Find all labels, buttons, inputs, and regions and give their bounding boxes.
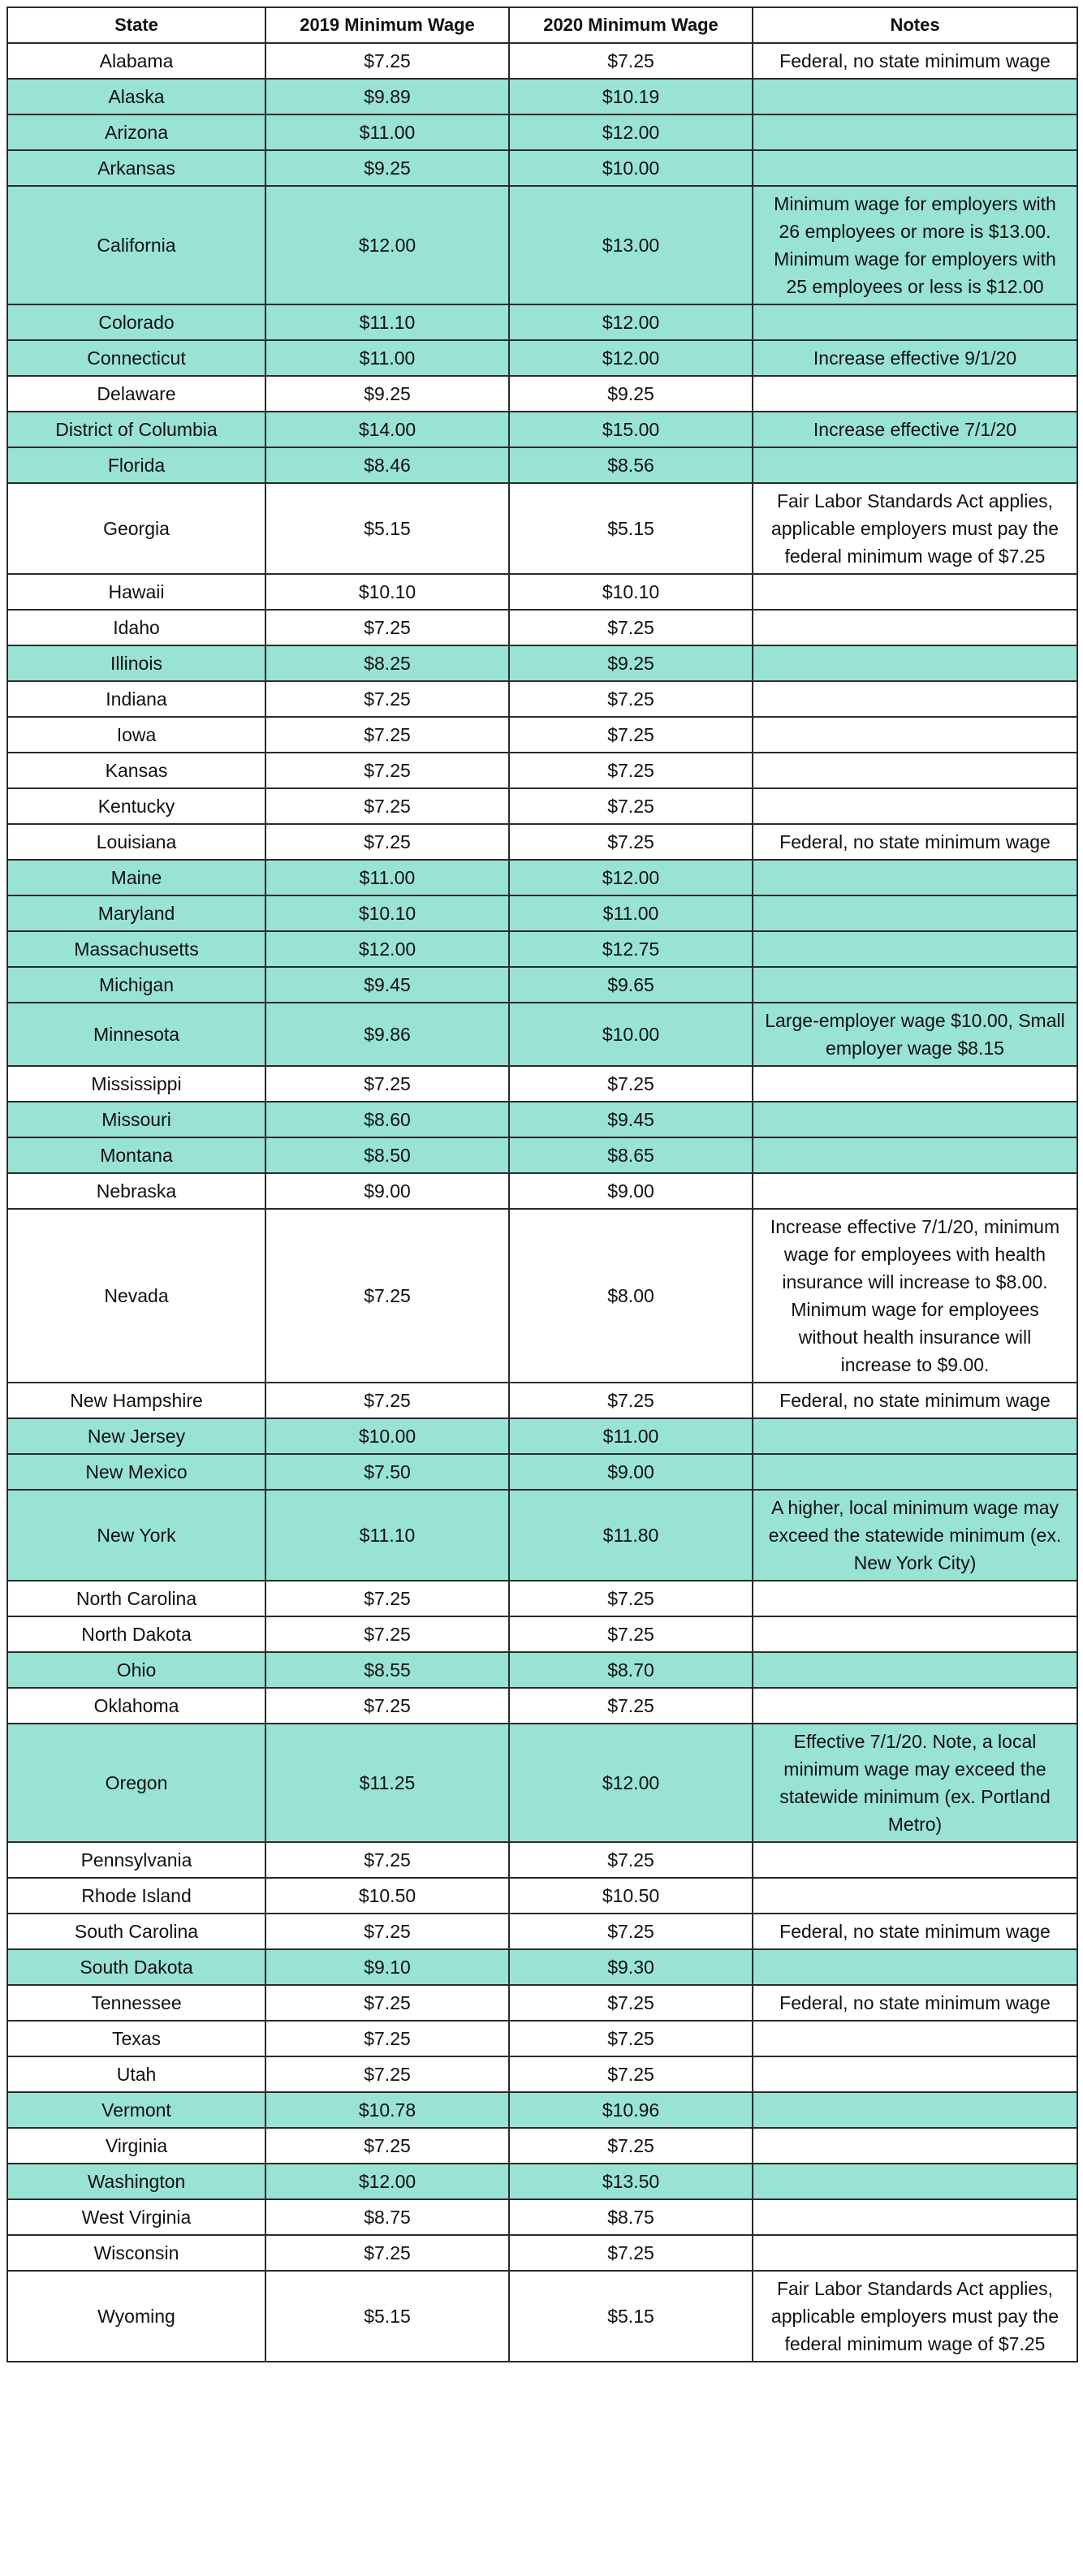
note-cell <box>753 150 1077 186</box>
state-cell: Indiana <box>7 681 265 717</box>
wage-2019-cell: $8.75 <box>265 2199 509 2235</box>
table-row <box>7 753 1077 788</box>
minimum-wage-table <box>6 6 1078 2362</box>
wage-2020-cell: $12.00 <box>509 340 753 376</box>
note-cell: Federal, no state minimum wage <box>753 43 1077 79</box>
note-cell <box>753 2199 1077 2235</box>
wage-2020-cell: $7.25 <box>509 717 753 753</box>
table-row <box>7 483 1077 574</box>
wage-2019-cell: $7.25 <box>265 681 509 717</box>
wage-2019-cell: $10.00 <box>265 1418 509 1454</box>
wage-2019-cell: $9.89 <box>265 79 509 114</box>
note-cell <box>753 753 1077 788</box>
table-row <box>7 1878 1077 1914</box>
wage-2020-cell: $7.25 <box>509 1581 753 1616</box>
note-cell <box>753 895 1077 931</box>
state-cell: Connecticut <box>7 340 265 376</box>
note-cell <box>753 1102 1077 1137</box>
wage-2020-cell: $11.00 <box>509 1418 753 1454</box>
wage-2019-cell: $8.25 <box>265 645 509 681</box>
wage-2019-cell: $7.25 <box>265 824 509 860</box>
wage-2020-cell: $7.25 <box>509 1985 753 2021</box>
wage-2020-cell: $7.25 <box>509 1383 753 1418</box>
note-cell <box>753 79 1077 114</box>
note-cell <box>753 447 1077 483</box>
state-cell: California <box>7 186 265 304</box>
note-cell <box>753 1173 1077 1209</box>
wage-2019-cell: $7.25 <box>265 1066 509 1102</box>
table-row <box>7 2092 1077 2128</box>
wage-2019-cell: $7.25 <box>265 1616 509 1652</box>
wage-2019-cell: $7.25 <box>265 1581 509 1616</box>
wage-2019-cell: $7.25 <box>265 2235 509 2271</box>
wage-2020-cell: $8.00 <box>509 1209 753 1383</box>
wage-2019-cell: $10.10 <box>265 574 509 610</box>
note-cell: Large-employer wage $10.00, Small employer wage $8.15 <box>753 1003 1077 1066</box>
wage-2019-cell: $11.10 <box>265 1490 509 1581</box>
header-notes: Notes <box>753 7 1077 43</box>
state-cell: West Virginia <box>7 2199 265 2235</box>
wage-2020-cell: $7.25 <box>509 1066 753 1102</box>
table-row <box>7 1490 1077 1581</box>
table-row <box>7 824 1077 860</box>
table-row <box>7 1985 1077 2021</box>
note-cell <box>753 114 1077 150</box>
note-cell <box>753 304 1077 340</box>
wage-2019-cell: $7.25 <box>265 1985 509 2021</box>
state-cell: Ohio <box>7 1652 265 1688</box>
state-cell: Washington <box>7 2164 265 2199</box>
wage-2019-cell: $7.25 <box>265 43 509 79</box>
wage-2019-cell: $7.25 <box>265 2021 509 2056</box>
table-row <box>7 1418 1077 1454</box>
state-cell: Louisiana <box>7 824 265 860</box>
state-cell: Kentucky <box>7 788 265 824</box>
table-row <box>7 1724 1077 1842</box>
note-cell: Federal, no state minimum wage <box>753 1383 1077 1418</box>
wage-2019-cell: $11.00 <box>265 860 509 895</box>
note-cell <box>753 574 1077 610</box>
table-row <box>7 376 1077 412</box>
state-cell: District of Columbia <box>7 412 265 447</box>
table-row <box>7 645 1077 681</box>
state-cell: Delaware <box>7 376 265 412</box>
state-cell: South Carolina <box>7 1914 265 1949</box>
table-row <box>7 681 1077 717</box>
note-cell <box>753 1652 1077 1688</box>
state-cell: Colorado <box>7 304 265 340</box>
state-cell: New Mexico <box>7 1454 265 1490</box>
note-cell <box>753 610 1077 645</box>
wage-2019-cell: $10.78 <box>265 2092 509 2128</box>
state-cell: Nevada <box>7 1209 265 1383</box>
state-cell: Kansas <box>7 753 265 788</box>
state-cell: Illinois <box>7 645 265 681</box>
wage-table-container <box>6 6 1078 2362</box>
wage-2019-cell: $5.15 <box>265 2271 509 2362</box>
state-cell: Alaska <box>7 79 265 114</box>
wage-2020-cell: $8.70 <box>509 1652 753 1688</box>
table-row <box>7 1949 1077 1985</box>
wage-2019-cell: $7.25 <box>265 2056 509 2092</box>
state-cell: Massachusetts <box>7 931 265 967</box>
table-row <box>7 574 1077 610</box>
table-row <box>7 895 1077 931</box>
wage-2020-cell: $9.30 <box>509 1949 753 1985</box>
note-cell <box>753 788 1077 824</box>
state-cell: Mississippi <box>7 1066 265 1102</box>
wage-2020-cell: $10.50 <box>509 1878 753 1914</box>
note-cell <box>753 1418 1077 1454</box>
wage-2019-cell: $7.25 <box>265 1914 509 1949</box>
note-cell: Effective 7/1/20. Note, a local minimum wage may exceed the statewide minimum (ex. Portland Metro) <box>753 1724 1077 1842</box>
state-cell: Florida <box>7 447 265 483</box>
table-row <box>7 304 1077 340</box>
table-body <box>7 43 1077 2362</box>
wage-2020-cell: $10.19 <box>509 79 753 114</box>
wage-2020-cell: $7.25 <box>509 1842 753 1878</box>
note-cell <box>753 1842 1077 1878</box>
wage-2019-cell: $5.15 <box>265 483 509 574</box>
wage-2019-cell: $7.25 <box>265 753 509 788</box>
note-cell <box>753 717 1077 753</box>
wage-2019-cell: $9.86 <box>265 1003 509 1066</box>
table-row <box>7 1616 1077 1652</box>
table-row <box>7 860 1077 895</box>
note-cell <box>753 860 1077 895</box>
wage-2019-cell: $10.50 <box>265 1878 509 1914</box>
note-cell <box>753 1066 1077 1102</box>
note-cell <box>753 2164 1077 2199</box>
note-cell <box>753 967 1077 1003</box>
table-row <box>7 2271 1077 2362</box>
note-cell <box>753 1454 1077 1490</box>
state-cell: Arizona <box>7 114 265 150</box>
header-row <box>7 7 1077 43</box>
state-cell: New Jersey <box>7 1418 265 1454</box>
wage-2020-cell: $9.25 <box>509 376 753 412</box>
wage-2020-cell: $12.00 <box>509 114 753 150</box>
wage-2020-cell: $7.25 <box>509 2021 753 2056</box>
wage-2019-cell: $12.00 <box>265 186 509 304</box>
wage-2020-cell: $10.00 <box>509 150 753 186</box>
table-header <box>7 7 1077 43</box>
note-cell <box>753 1949 1077 1985</box>
note-cell: Increase effective 7/1/20 <box>753 412 1077 447</box>
note-cell: Federal, no state minimum wage <box>753 1914 1077 1949</box>
table-row <box>7 114 1077 150</box>
note-cell <box>753 1137 1077 1173</box>
wage-2020-cell: $10.96 <box>509 2092 753 2128</box>
wage-2019-cell: $7.25 <box>265 1842 509 1878</box>
note-cell <box>753 2128 1077 2164</box>
wage-2020-cell: $9.00 <box>509 1173 753 1209</box>
wage-2020-cell: $15.00 <box>509 412 753 447</box>
wage-2020-cell: $7.25 <box>509 43 753 79</box>
note-cell <box>753 2092 1077 2128</box>
state-cell: Missouri <box>7 1102 265 1137</box>
wage-2019-cell: $7.25 <box>265 1383 509 1418</box>
wage-2020-cell: $7.25 <box>509 2128 753 2164</box>
table-row <box>7 967 1077 1003</box>
wage-2020-cell: $12.00 <box>509 1724 753 1842</box>
note-cell: Fair Labor Standards Act applies, applicable employers must pay the federal minimum wage of $7.25 <box>753 483 1077 574</box>
wage-2019-cell: $7.50 <box>265 1454 509 1490</box>
note-cell <box>753 376 1077 412</box>
state-cell: Rhode Island <box>7 1878 265 1914</box>
wage-2020-cell: $7.25 <box>509 824 753 860</box>
state-cell: Nebraska <box>7 1173 265 1209</box>
table-row <box>7 150 1077 186</box>
table-row <box>7 340 1077 376</box>
state-cell: Montana <box>7 1137 265 1173</box>
wage-2019-cell: $8.55 <box>265 1652 509 1688</box>
wage-2019-cell: $8.50 <box>265 1137 509 1173</box>
wage-2020-cell: $13.00 <box>509 186 753 304</box>
wage-2019-cell: $11.25 <box>265 1724 509 1842</box>
wage-2020-cell: $7.25 <box>509 753 753 788</box>
wage-2019-cell: $12.00 <box>265 931 509 967</box>
note-cell <box>753 2021 1077 2056</box>
state-cell: Pennsylvania <box>7 1842 265 1878</box>
wage-2019-cell: $8.60 <box>265 1102 509 1137</box>
table-row <box>7 79 1077 114</box>
header-2019-wage: 2019 Minimum Wage <box>265 7 509 43</box>
wage-2019-cell: $12.00 <box>265 2164 509 2199</box>
wage-2019-cell: $7.25 <box>265 610 509 645</box>
wage-2020-cell: $8.56 <box>509 447 753 483</box>
state-cell: Wyoming <box>7 2271 265 2362</box>
state-cell: New York <box>7 1490 265 1581</box>
state-cell: Arkansas <box>7 150 265 186</box>
wage-2020-cell: $7.25 <box>509 788 753 824</box>
table-row <box>7 1652 1077 1688</box>
table-row <box>7 1383 1077 1418</box>
table-row <box>7 1688 1077 1724</box>
state-cell: Tennessee <box>7 1985 265 2021</box>
wage-2019-cell: $9.25 <box>265 376 509 412</box>
note-cell: Increase effective 9/1/20 <box>753 340 1077 376</box>
wage-2020-cell: $5.15 <box>509 2271 753 2362</box>
table-row <box>7 186 1077 304</box>
state-cell: Wisconsin <box>7 2235 265 2271</box>
wage-2019-cell: $11.10 <box>265 304 509 340</box>
state-cell: Texas <box>7 2021 265 2056</box>
state-cell: Georgia <box>7 483 265 574</box>
note-cell <box>753 1878 1077 1914</box>
table-row <box>7 412 1077 447</box>
wage-2019-cell: $8.46 <box>265 447 509 483</box>
note-cell <box>753 1616 1077 1652</box>
wage-2020-cell: $7.25 <box>509 1616 753 1652</box>
state-cell: Hawaii <box>7 574 265 610</box>
header-state: State <box>7 7 265 43</box>
wage-2019-cell: $7.25 <box>265 788 509 824</box>
wage-2020-cell: $5.15 <box>509 483 753 574</box>
wage-2019-cell: $11.00 <box>265 340 509 376</box>
wage-2019-cell: $9.45 <box>265 967 509 1003</box>
wage-2020-cell: $8.65 <box>509 1137 753 1173</box>
note-cell: A higher, local minimum wage may exceed the statewide minimum (ex. New York City) <box>753 1490 1077 1581</box>
header-2020-wage: 2020 Minimum Wage <box>509 7 753 43</box>
table-row <box>7 610 1077 645</box>
wage-2020-cell: $7.25 <box>509 2056 753 2092</box>
wage-2020-cell: $9.45 <box>509 1102 753 1137</box>
wage-2020-cell: $8.75 <box>509 2199 753 2235</box>
state-cell: North Carolina <box>7 1581 265 1616</box>
wage-2020-cell: $7.25 <box>509 681 753 717</box>
wage-2020-cell: $11.00 <box>509 895 753 931</box>
note-cell <box>753 1581 1077 1616</box>
table-row <box>7 1137 1077 1173</box>
wage-2019-cell: $10.10 <box>265 895 509 931</box>
table-row <box>7 931 1077 967</box>
wage-2020-cell: $7.25 <box>509 1688 753 1724</box>
state-cell: Virginia <box>7 2128 265 2164</box>
wage-2019-cell: $7.25 <box>265 2128 509 2164</box>
table-row <box>7 2199 1077 2235</box>
state-cell: Idaho <box>7 610 265 645</box>
wage-2020-cell: $13.50 <box>509 2164 753 2199</box>
table-row <box>7 717 1077 753</box>
table-row <box>7 2128 1077 2164</box>
table-row <box>7 1209 1077 1383</box>
table-row <box>7 2021 1077 2056</box>
table-row <box>7 788 1077 824</box>
state-cell: South Dakota <box>7 1949 265 1985</box>
wage-2019-cell: $11.00 <box>265 114 509 150</box>
note-cell <box>753 645 1077 681</box>
state-cell: Michigan <box>7 967 265 1003</box>
note-cell <box>753 2235 1077 2271</box>
table-row <box>7 1581 1077 1616</box>
state-cell: Vermont <box>7 2092 265 2128</box>
note-cell <box>753 931 1077 967</box>
table-row <box>7 2235 1077 2271</box>
wage-2019-cell: $7.25 <box>265 717 509 753</box>
state-cell: Maryland <box>7 895 265 931</box>
state-cell: New Hampshire <box>7 1383 265 1418</box>
state-cell: Oklahoma <box>7 1688 265 1724</box>
wage-2020-cell: $7.25 <box>509 2235 753 2271</box>
note-cell: Minimum wage for employers with 26 employees or more is $13.00. Minimum wage for employers with 25 employees or less is $12.00 <box>753 186 1077 304</box>
table-row <box>7 2164 1077 2199</box>
wage-2020-cell: $12.00 <box>509 860 753 895</box>
note-cell: Federal, no state minimum wage <box>753 824 1077 860</box>
note-cell <box>753 681 1077 717</box>
note-cell <box>753 1688 1077 1724</box>
wage-2020-cell: $11.80 <box>509 1490 753 1581</box>
note-cell: Federal, no state minimum wage <box>753 1985 1077 2021</box>
state-cell: Alabama <box>7 43 265 79</box>
wage-2019-cell: $9.00 <box>265 1173 509 1209</box>
note-cell: Increase effective 7/1/20, minimum wage for employees with health insurance will increase to $8.00. Minimum wage for employees without health insurance will increase to $9.00. <box>753 1209 1077 1383</box>
wage-2020-cell: $9.00 <box>509 1454 753 1490</box>
wage-2020-cell: $12.00 <box>509 304 753 340</box>
state-cell: Maine <box>7 860 265 895</box>
state-cell: North Dakota <box>7 1616 265 1652</box>
table-row <box>7 1914 1077 1949</box>
wage-2020-cell: $7.25 <box>509 610 753 645</box>
wage-2020-cell: $10.00 <box>509 1003 753 1066</box>
wage-2019-cell: $7.25 <box>265 1209 509 1383</box>
wage-2019-cell: $14.00 <box>265 412 509 447</box>
state-cell: Minnesota <box>7 1003 265 1066</box>
state-cell: Utah <box>7 2056 265 2092</box>
wage-2020-cell: $10.10 <box>509 574 753 610</box>
wage-2019-cell: $7.25 <box>265 1688 509 1724</box>
table-row <box>7 1454 1077 1490</box>
table-row <box>7 2056 1077 2092</box>
table-row <box>7 1003 1077 1066</box>
state-cell: Iowa <box>7 717 265 753</box>
wage-2019-cell: $9.25 <box>265 150 509 186</box>
wage-2020-cell: $9.65 <box>509 967 753 1003</box>
table-row <box>7 1066 1077 1102</box>
state-cell: Oregon <box>7 1724 265 1842</box>
table-row <box>7 43 1077 79</box>
table-row <box>7 1842 1077 1878</box>
table-row <box>7 1173 1077 1209</box>
note-cell <box>753 2056 1077 2092</box>
wage-2020-cell: $12.75 <box>509 931 753 967</box>
table-row <box>7 1102 1077 1137</box>
table-row <box>7 447 1077 483</box>
wage-2019-cell: $9.10 <box>265 1949 509 1985</box>
wage-2020-cell: $7.25 <box>509 1914 753 1949</box>
wage-2020-cell: $9.25 <box>509 645 753 681</box>
note-cell: Fair Labor Standards Act applies, applicable employers must pay the federal minimum wage of $7.25 <box>753 2271 1077 2362</box>
